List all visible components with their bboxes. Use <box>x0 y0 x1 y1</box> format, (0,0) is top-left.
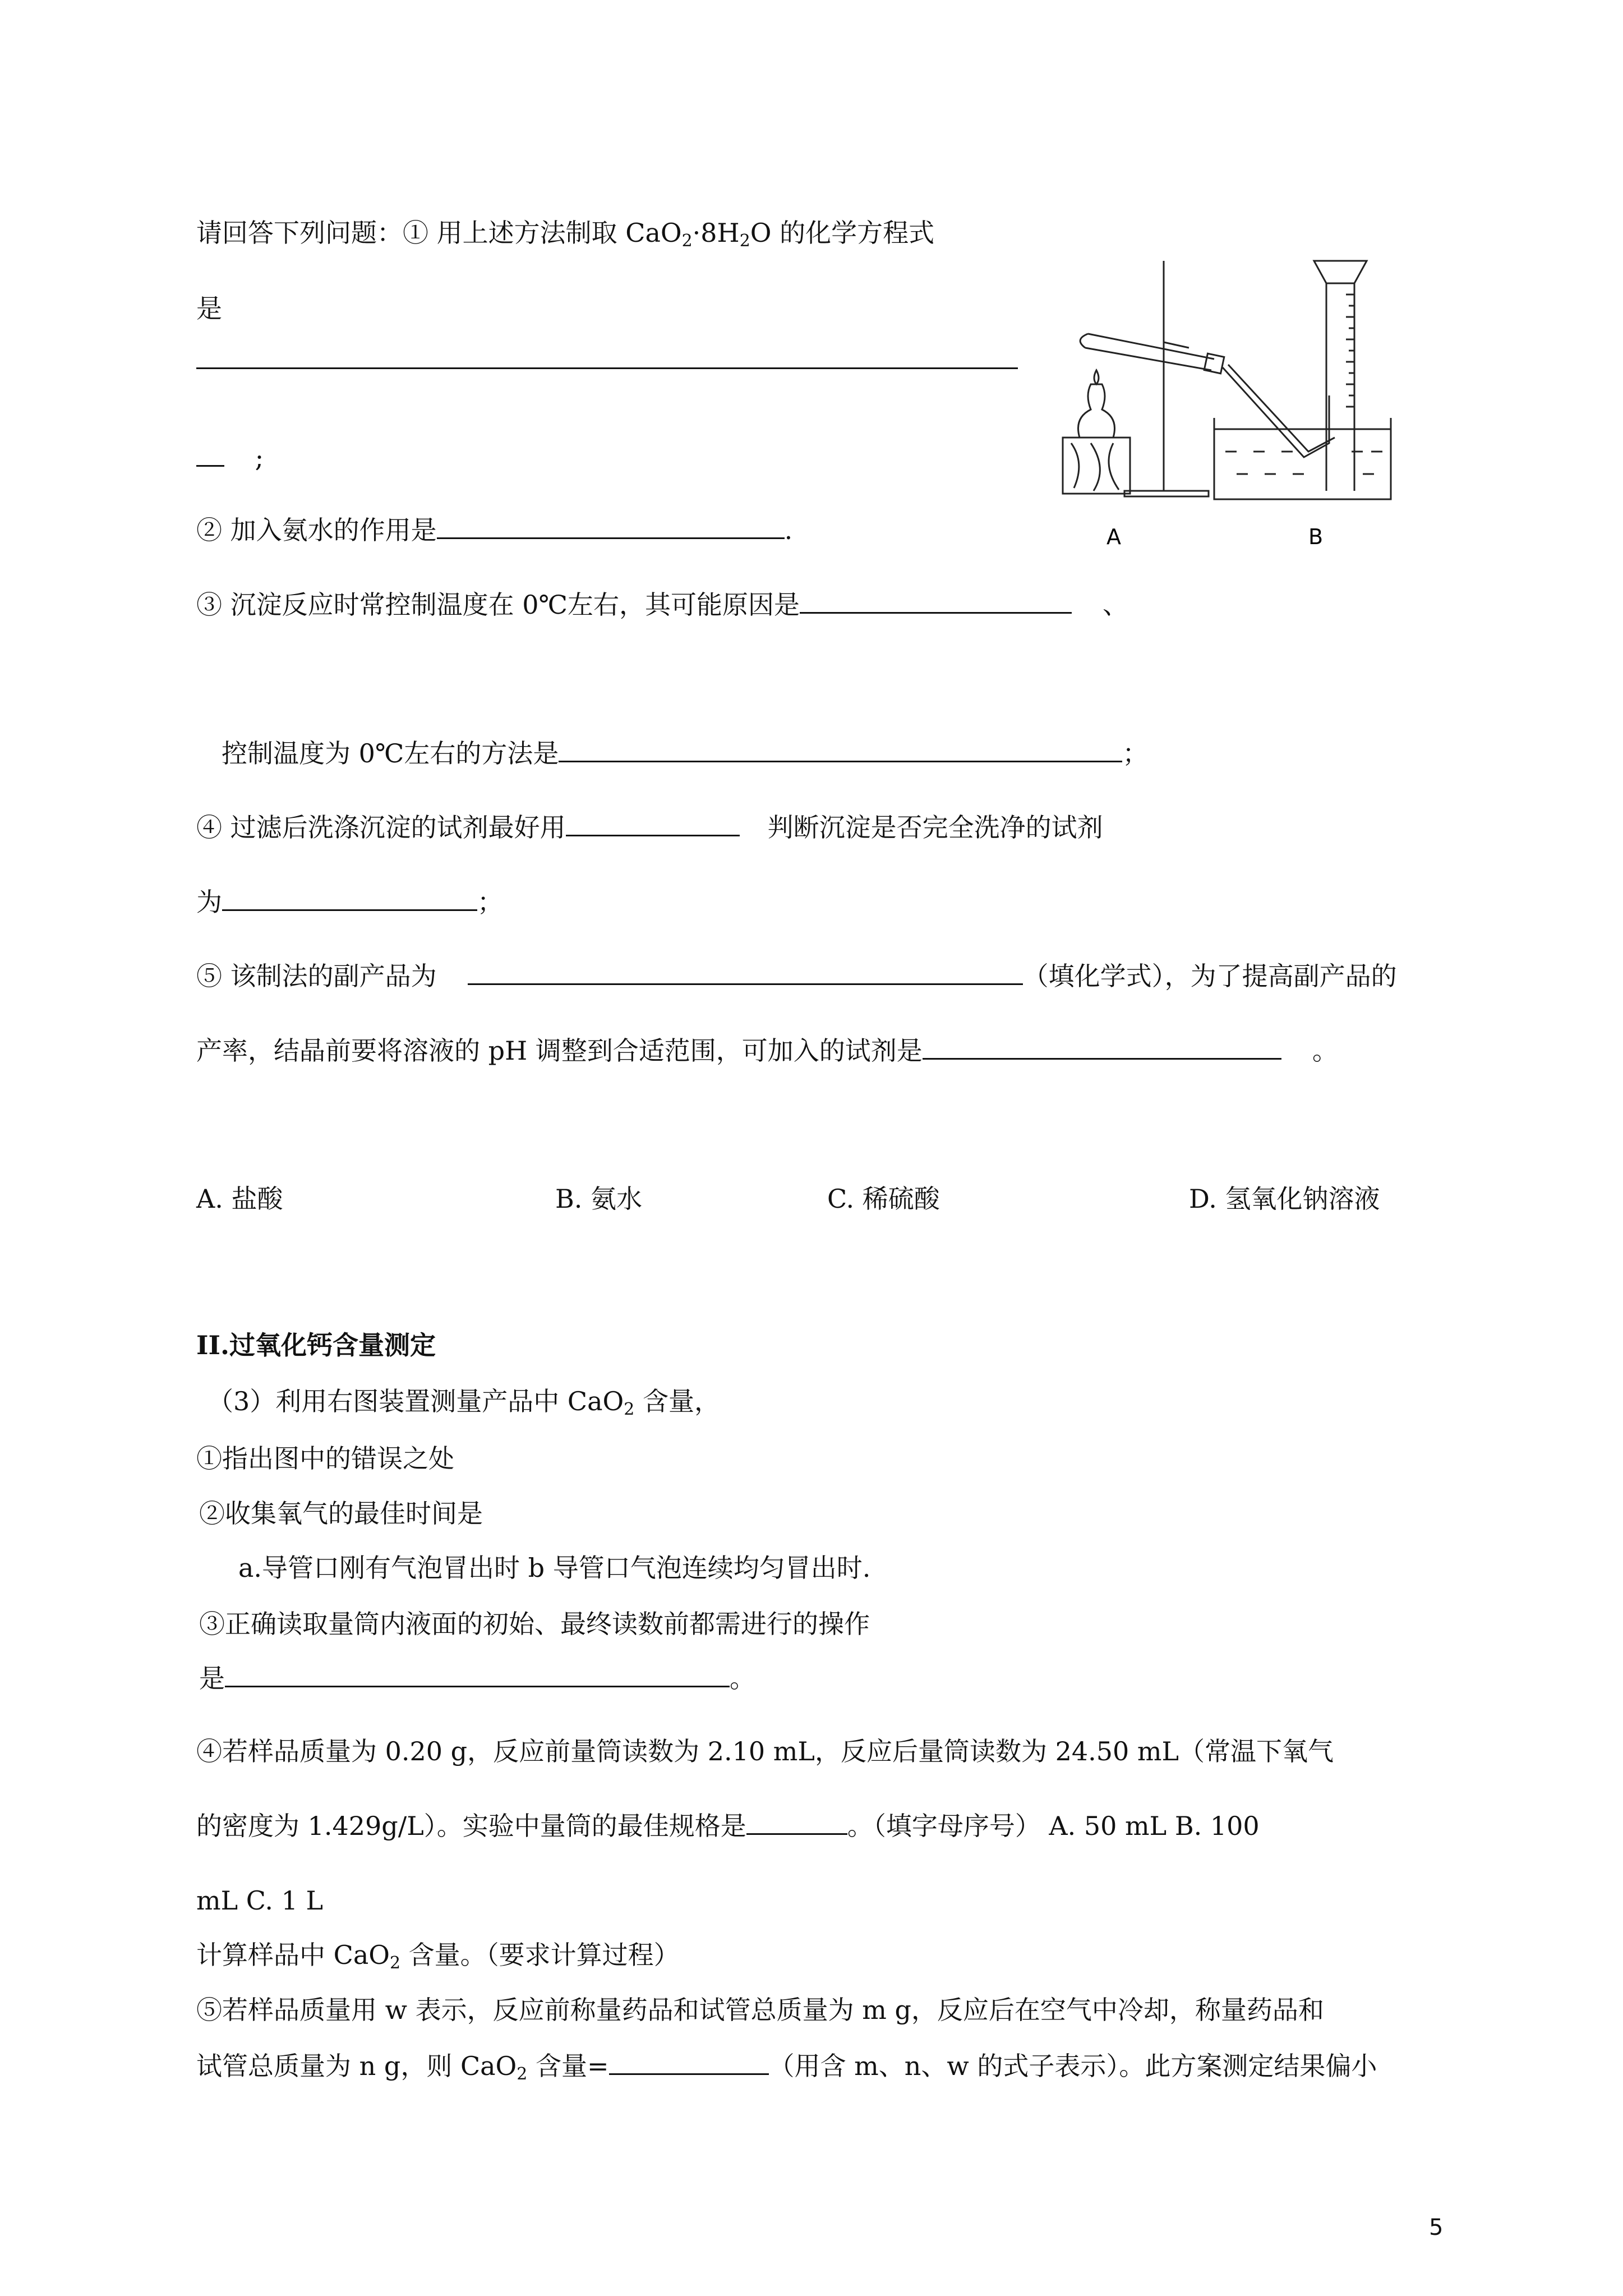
q2-item-4b-text: 判断沉淀是否完全洗净的试剂 <box>767 812 1103 843</box>
q2-item-4c <box>196 885 503 919</box>
q2-item-3b <box>222 737 1148 770</box>
q3-step-3: ③正确读取量筒内液面的初始、最终读数前都需进行的操作 <box>199 1609 870 1639</box>
q2-text-2: 是 <box>196 293 222 324</box>
q3-step-4b-text: 的密度为 1.429g/L）。实验中量筒的最佳规格是 <box>196 1811 746 1841</box>
q2-text-1b: ·8H <box>692 218 740 248</box>
subscript: 2 <box>517 2064 528 2084</box>
content-formula-blank[interactable] <box>609 2051 769 2075</box>
q3-step-4d-b: 含量。（要求计算过程） <box>400 1940 680 1970</box>
method-blank[interactable] <box>559 738 1122 762</box>
q2-item-4c-text: 为 <box>196 887 222 917</box>
semicolon: ； <box>477 887 503 917</box>
q2-item-5 <box>196 959 1397 993</box>
q2-item-4 <box>196 811 1103 844</box>
q3-intro-b: 含量， <box>634 1386 720 1416</box>
ph-reagent-blank[interactable] <box>923 1036 1281 1060</box>
q2-item-2 <box>196 513 792 547</box>
q3-intro <box>208 1384 720 1418</box>
equation-answer-tail[interactable] <box>196 443 224 467</box>
byproduct-blank[interactable] <box>468 961 1023 985</box>
period: 。 <box>730 1663 755 1694</box>
section-title: II.过氧化钙含量测定 <box>196 1330 436 1360</box>
label-b: B <box>1308 524 1324 549</box>
q3-step-4d-a: 计算样品中 CaO <box>196 1940 390 1970</box>
q2-item-2-text: ② 加入氨水的作用是 <box>196 515 437 545</box>
q2-text-1c: O 的化学方程式 <box>750 218 935 248</box>
q2-item-3b-text: 控制温度为 0℃左右的方法是 <box>222 738 559 769</box>
q3-step-4b <box>196 1809 1260 1843</box>
operation-blank[interactable] <box>225 1663 730 1687</box>
q3-step-4d <box>196 1938 680 1972</box>
subscript: 2 <box>739 231 750 251</box>
option-a[interactable]: A. 盐酸 <box>196 1184 283 1214</box>
semicolon: ; <box>255 443 264 473</box>
q3-step-3b <box>199 1662 755 1695</box>
q3-step-5b-a: 试管总质量为 n g，则 CaO <box>196 2051 517 2081</box>
q3-intro-a: （3）利用右图装置测量产品中 CaO <box>208 1386 624 1416</box>
q3-step-4b-mid: 。（填字母序号） A. 50 mL B. 100 <box>847 1811 1260 1841</box>
q3-step-5a: ⑤若样品质量用 w 表示，反应前称量药品和试管总质量为 m g，反应后在空气中冷却，称量药品和 <box>196 1995 1324 2025</box>
check-reagent-blank[interactable] <box>222 887 477 911</box>
subscript: 2 <box>624 1400 635 1419</box>
q2-text-1a: 请回答下列问题：① 用上述方法制取 CaO <box>196 218 682 248</box>
q2-item-5-text: ⑤ 该制法的副产品为 <box>196 961 437 991</box>
option-b[interactable]: B. 氨水 <box>555 1184 643 1214</box>
cylinder-size-blank[interactable] <box>746 1811 847 1835</box>
reason-blank[interactable] <box>800 590 1072 614</box>
option-c[interactable]: C. 稀硫酸 <box>827 1184 940 1214</box>
q2-item-5c <box>196 1034 1338 1068</box>
q3-step-4c: mL C. 1 L <box>196 1885 324 1916</box>
q3-step-1: ①指出图中的错误之处 <box>196 1443 454 1474</box>
q3-step-5b-b: 含量= <box>527 2051 609 2081</box>
equation-answer-line[interactable] <box>196 343 1018 377</box>
period: 。 <box>1312 1036 1338 1066</box>
q2-item-4-text: ④ 过滤后洗涤沉淀的试剂最好用 <box>196 812 566 843</box>
subscript: 2 <box>389 1953 401 1973</box>
wash-reagent-blank[interactable] <box>566 812 740 836</box>
apparatus-figure <box>1040 250 1408 553</box>
q2-item-5c-text: 产率，结晶前要将溶液的 pH 调整到合适范围，可加入的试剂是 <box>196 1036 923 1066</box>
label-a: A <box>1106 524 1121 549</box>
q3-step-2-options: a.导管口刚有气泡冒出时 b 导管口气泡连续均匀冒出时. <box>238 1553 871 1583</box>
q2-item-3 <box>196 588 1128 622</box>
option-d[interactable]: D. 氢氧化钠溶液 <box>1189 1184 1380 1214</box>
period: . <box>784 515 793 545</box>
subscript: 2 <box>681 231 693 251</box>
ammonia-role-blank[interactable] <box>437 515 785 539</box>
page-number: 5 <box>1429 2215 1444 2240</box>
q2-line-4 <box>196 441 264 475</box>
q2-line-1 <box>196 216 934 250</box>
q3-step-4a: ④若样品质量为 0.20 g，反应前量筒读数为 2.10 mL，反应后量筒读数为 24.50 mL（常温下氧气 <box>196 1736 1334 1766</box>
q3-step-3b-text: 是 <box>199 1663 225 1694</box>
comma: 、 <box>1102 590 1128 620</box>
q3-step-2: ②收集氧气的最佳时间是 <box>199 1498 483 1529</box>
q2-line-2 <box>196 292 222 325</box>
q2-item-3-text: ③ 沉淀反应时常控制温度在 0℃左右，其可能原因是 <box>196 590 800 620</box>
semicolon: ； <box>1122 738 1149 769</box>
q3-step-5b-c: （用含 m、n、w 的式子表示）。此方案测定结果偏小 <box>768 2051 1377 2081</box>
q3-step-5b <box>196 2049 1377 2083</box>
q2-item-5b-text: （填化学式），为了提高副产品的 <box>1022 961 1397 991</box>
